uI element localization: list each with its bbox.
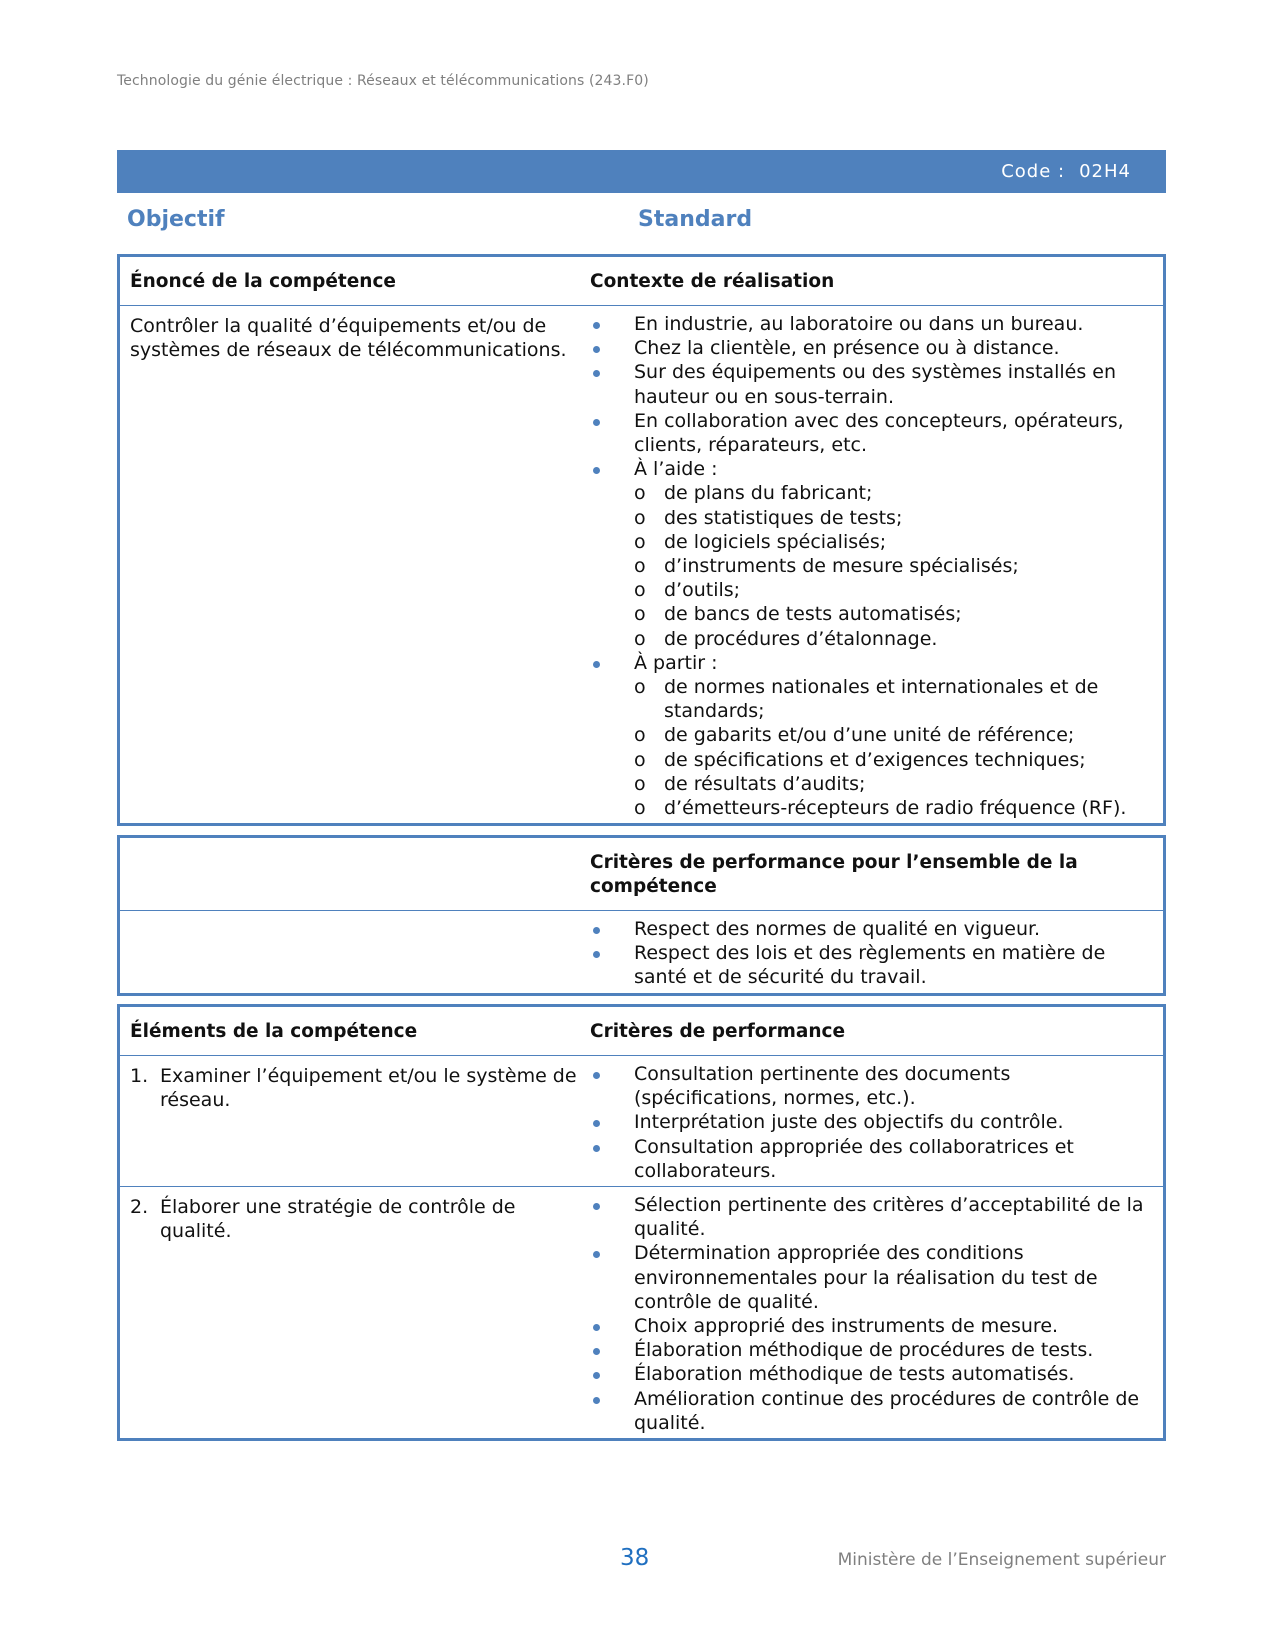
sub-bullet-icon: o	[634, 506, 646, 529]
performance-criterion: Interprétation juste des objectifs du contrôle.	[590, 1110, 1153, 1134]
context-bullet: À partir :	[590, 651, 1153, 675]
sub-bullet-icon: o	[634, 772, 646, 795]
context-bullet: Sur des équipements ou des systèmes installés en hauteur ou en sous-terrain.	[590, 360, 1153, 408]
table-header-row	[120, 257, 1163, 305]
section-title-objectif: Objectif	[127, 207, 225, 232]
element-text: Élaborer une stratégie de contrôle de qualité.	[160, 1196, 516, 1243]
context-list	[590, 312, 1163, 820]
overall-criteria-list	[590, 917, 1163, 990]
context-sub-item	[590, 602, 1153, 626]
table-row	[120, 305, 1163, 823]
context-sub-item	[590, 530, 1153, 554]
elements-table	[117, 1004, 1166, 1441]
code-band	[117, 150, 1166, 193]
header-context: Contexte de réalisation	[590, 271, 835, 292]
competence-statement: Contrôler la qualité d’équipements et/ou de systèmes de réseaux de télécommunications.	[130, 315, 567, 362]
overall-criterion: Respect des lois et des règlements en matière de santé et de sécurité du travail.	[590, 941, 1153, 989]
element-text: Examiner l’équipement et/ou le système de réseau.	[160, 1065, 577, 1112]
performance-criterion: Sélection pertinente des critères d’acceptabilité de la qualité.	[590, 1193, 1153, 1241]
empty-cell	[120, 917, 590, 990]
context-sub-item	[590, 506, 1153, 530]
element-item	[130, 1195, 580, 1243]
running-header: Technologie du génie électrique : Réseaux et télécommunications (243.F0)	[117, 73, 649, 89]
context-sub-text: d’outils;	[664, 579, 741, 602]
table-row	[120, 1186, 1163, 1438]
element-cell	[120, 1193, 590, 1435]
header-criteria: Critères de performance	[590, 1021, 846, 1042]
performance-criterion: Choix approprié des instruments de mesure.	[590, 1314, 1153, 1338]
performance-criterion: Élaboration méthodique de tests automatisés.	[590, 1362, 1153, 1386]
context-sub-text: de logiciels spécialisés;	[664, 530, 887, 553]
element-number: 2.	[130, 1196, 149, 1219]
table-row	[120, 1055, 1163, 1186]
element-item	[130, 1064, 580, 1112]
context-sub-text: de résultats d’audits;	[664, 772, 866, 795]
overall-criterion: Respect des normes de qualité en vigueur.	[590, 917, 1153, 941]
header-empty	[120, 838, 590, 910]
page-number: 38	[620, 1545, 650, 1571]
sub-bullet-icon: o	[634, 748, 646, 771]
performance-criterion: Consultation appropriée des collaboratrices et collaborateurs.	[590, 1135, 1153, 1183]
context-sub-text: de bancs de tests automatisés;	[664, 603, 962, 626]
context-sub-item	[590, 772, 1153, 796]
sub-bullet-icon: o	[634, 724, 646, 747]
sub-bullet-icon: o	[634, 627, 646, 650]
footer-ministry: Ministère de l’Enseignement supérieur	[837, 1550, 1166, 1570]
element-cell	[120, 1062, 590, 1183]
performance-criterion: Amélioration continue des procédures de contrôle de qualité.	[590, 1387, 1153, 1435]
table-row	[120, 910, 1163, 993]
header-overall-criteria: Critères de performance pour l’ensemble de la compétence	[590, 852, 1078, 897]
header-statement: Énoncé de la compétence	[130, 271, 396, 292]
header-elements: Éléments de la compétence	[130, 1021, 418, 1042]
criteria-cell	[590, 1193, 1163, 1435]
sub-bullet-icon: o	[634, 676, 646, 699]
context-bullet: À l’aide :	[590, 457, 1153, 481]
table-header-row	[120, 838, 1163, 910]
performance-criterion: Détermination appropriée des conditions environnementales pour la réalisation du test de contrôle de qualité.	[590, 1241, 1153, 1314]
context-bullet: En collaboration avec des concepteurs, opérateurs, clients, réparateurs, etc.	[590, 409, 1153, 457]
code-value: 02H4	[1079, 161, 1131, 182]
element-number: 1.	[130, 1065, 149, 1087]
context-sub-item	[590, 578, 1153, 602]
context-bullet: En industrie, au laboratoire ou dans un bureau.	[590, 312, 1153, 336]
sub-bullet-icon: o	[634, 797, 646, 820]
competence-table	[117, 254, 1166, 826]
context-sub-text: des statistiques de tests;	[664, 506, 903, 529]
context-sub-text: de spécifications et d’exigences techniques;	[664, 748, 1086, 771]
context-sub-text: d’émetteurs-récepteurs de radio fréquence (RF).	[664, 797, 1127, 820]
context-bullet: Chez la clientèle, en présence ou à distance.	[590, 336, 1153, 360]
sub-bullet-icon: o	[634, 579, 646, 602]
context-sub-text: de gabarits et/ou d’une unité de référence;	[664, 724, 1075, 747]
code-label: Code :	[1001, 161, 1066, 182]
performance-criterion: Consultation pertinente des documents (spécifications, normes, etc.).	[590, 1062, 1153, 1110]
context-sub-item	[590, 796, 1153, 820]
table-header-row	[120, 1007, 1163, 1055]
sub-bullet-icon: o	[634, 530, 646, 553]
sub-bullet-icon: o	[634, 482, 646, 505]
context-sub-text: de plans du fabricant;	[664, 482, 873, 505]
context-sub-item	[590, 723, 1153, 747]
context-sub-item	[590, 748, 1153, 772]
context-sub-item	[590, 627, 1153, 651]
context-sub-item	[590, 481, 1153, 505]
context-sub-text: de procédures d’étalonnage.	[664, 627, 938, 650]
sub-bullet-icon: o	[634, 555, 646, 578]
criteria-cell	[590, 1062, 1163, 1183]
context-sub-text: d’instruments de mesure spécialisés;	[664, 555, 1019, 578]
context-sub-item	[590, 554, 1153, 578]
section-title-standard: Standard	[638, 207, 753, 232]
performance-criterion: Élaboration méthodique de procédures de tests.	[590, 1338, 1153, 1362]
context-sub-text: de normes nationales et internationales et de standards;	[664, 676, 1099, 723]
sub-bullet-icon: o	[634, 603, 646, 626]
overall-criteria-table	[117, 835, 1166, 996]
context-sub-item	[590, 675, 1153, 723]
